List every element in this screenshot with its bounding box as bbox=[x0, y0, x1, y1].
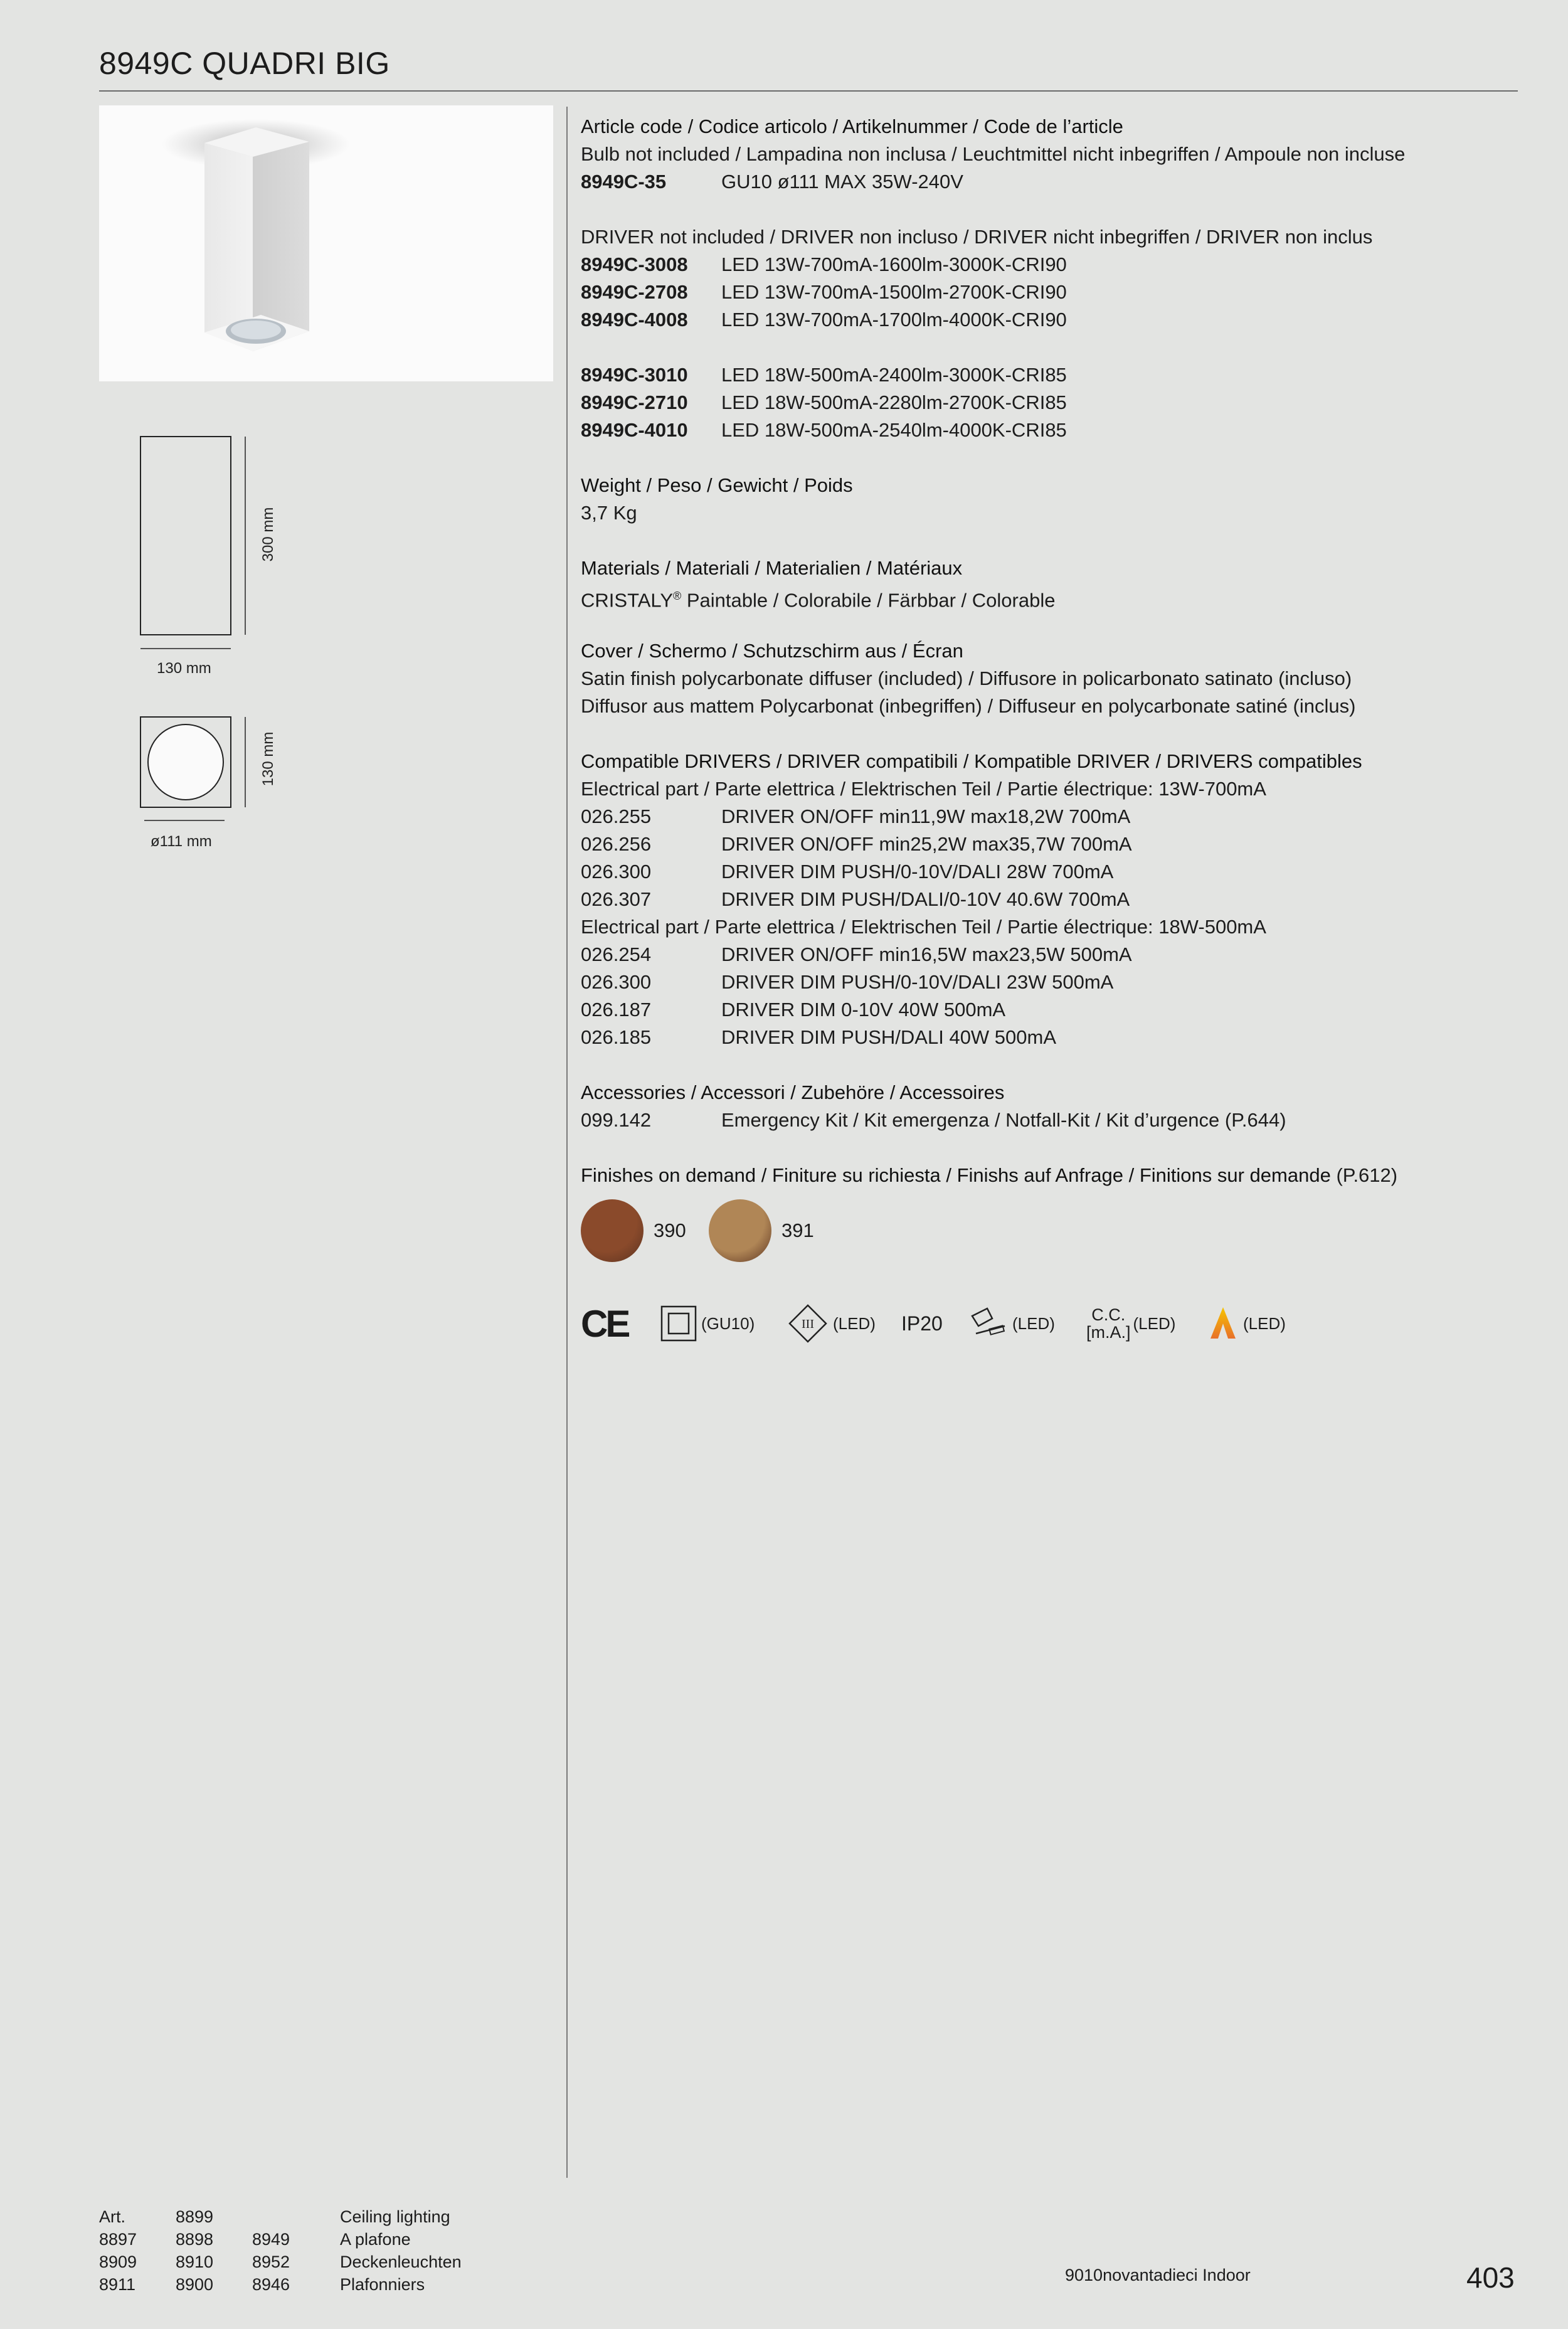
led-energy-icon bbox=[1208, 1302, 1286, 1345]
led13-list bbox=[581, 251, 1509, 334]
code-row bbox=[581, 941, 1509, 968]
diameter-dimension: ø111 mm bbox=[151, 833, 212, 850]
column-divider bbox=[566, 107, 568, 2178]
ce-mark-icon: CE bbox=[581, 1302, 628, 1345]
item-desc: LED 18W-500mA-2400lm-3000K-CRI85 bbox=[721, 364, 1067, 386]
finishes-ref: (P.612) bbox=[1330, 1164, 1398, 1186]
dimension-drawing bbox=[99, 427, 287, 853]
accessory-desc: Emergency Kit / Kit emergenza / Notfall-Kit / Kit d’urgence (P.644) bbox=[721, 1109, 1286, 1131]
finish-swatch-391 bbox=[709, 1199, 771, 1262]
driver-note: DRIVER not included / DRIVER non incluso / DRIVER nicht inbegriffen / DRIVER non inclus bbox=[581, 226, 1373, 248]
page-title: 8949C QUADRI BIG bbox=[99, 46, 390, 81]
item-desc: DRIVER DIM PUSH/DALI/0-10V 40.6W 700mA bbox=[721, 888, 1130, 910]
materials-value bbox=[581, 582, 1509, 610]
gu10-label: (GU10) bbox=[701, 1313, 755, 1333]
drivers-heading: Compatible DRIVERS / DRIVER compatibili / Kompatible DRIVER / DRIVERS compatibles bbox=[581, 750, 1362, 772]
item-desc: DRIVER DIM PUSH/0-10V/DALI 28W 700mA bbox=[721, 861, 1114, 883]
product-photo bbox=[99, 105, 553, 381]
constant-current-icon bbox=[1086, 1302, 1175, 1345]
spec-block bbox=[581, 113, 1509, 1189]
footer-cell: 8897 bbox=[99, 2230, 137, 2249]
footer-cell: Deckenleuchten bbox=[340, 2252, 462, 2271]
footer-cell: A plafone bbox=[340, 2230, 411, 2249]
code-row bbox=[581, 858, 1509, 886]
materials-brand: CRISTALY bbox=[581, 589, 673, 612]
footer-cell: 8910 bbox=[176, 2252, 214, 2271]
finish-label-391: 391 bbox=[781, 1219, 814, 1241]
cc-top: C.C. bbox=[1091, 1305, 1126, 1324]
item-desc: LED 13W-700mA-1700lm-4000K-CRI90 bbox=[721, 309, 1067, 331]
item-desc: DRIVER DIM PUSH/DALI 40W 500mA bbox=[721, 1026, 1057, 1048]
item-code: 026.307 bbox=[581, 888, 652, 910]
footer-cell: Ceiling lighting bbox=[340, 2207, 450, 2226]
article-heading: Article code / Codice articolo / Artikelnummer / Code de l’article bbox=[581, 115, 1123, 137]
cover-line-2: Diffusor aus mattem Polycarbonat (inbegriffen) / Diffuseur en polycarbonate satiné (inclus) bbox=[581, 695, 1356, 717]
item-desc: LED 18W-500mA-2280lm-2700K-CRI85 bbox=[721, 391, 1067, 413]
led18-list bbox=[581, 361, 1509, 444]
width-dimension: 130 mm bbox=[157, 660, 211, 677]
code-row bbox=[581, 803, 1509, 830]
finishes-heading: Finishes on demand / Finiture su richiesta / Finishs auf Anfrage / Finitions sur demande bbox=[581, 1164, 1331, 1186]
drivers-group-2 bbox=[581, 941, 1509, 1051]
footer-cell: 8909 bbox=[99, 2252, 137, 2271]
class2-icon bbox=[660, 1302, 755, 1345]
item-code: 8949C-4008 bbox=[581, 309, 688, 331]
item-code: 026.187 bbox=[581, 999, 652, 1021]
footer-cell: 8911 bbox=[99, 2275, 136, 2294]
ip-rating: IP20 bbox=[901, 1312, 943, 1335]
cover-heading: Cover / Schermo / Schutzschirm aus / Écran bbox=[581, 640, 963, 662]
weight-value: 3,7 Kg bbox=[581, 502, 637, 524]
item-code: 8949C-2710 bbox=[581, 391, 688, 413]
cc-label: (LED) bbox=[1133, 1313, 1176, 1333]
footer-cell: Art. bbox=[99, 2207, 126, 2226]
drivers-part-1: Electrical part / Parte elettrica / Elektrischen Teil / Partie électrique: 13W-700mA bbox=[581, 778, 1266, 800]
code-row bbox=[581, 1024, 1509, 1051]
certification-row bbox=[581, 1302, 1396, 1345]
item-desc: LED 13W-700mA-1500lm-2700K-CRI90 bbox=[721, 281, 1067, 303]
accessory-row bbox=[581, 1106, 1509, 1134]
accessory-code: 099.142 bbox=[581, 1109, 652, 1131]
code-row bbox=[581, 279, 1509, 306]
class3-icon bbox=[788, 1302, 876, 1345]
footer-cell: 8946 bbox=[252, 2275, 290, 2294]
code-row bbox=[581, 251, 1509, 279]
finish-swatch-390 bbox=[581, 1199, 644, 1262]
svg-text:III: III bbox=[802, 1317, 814, 1331]
accessories-heading: Accessories / Accessori / Zubehöre / Accessoires bbox=[581, 1081, 1005, 1103]
item-code: 026.300 bbox=[581, 861, 652, 883]
dimmer-icon bbox=[968, 1302, 1055, 1345]
item-code: 026.300 bbox=[581, 971, 652, 993]
article-desc: GU10 ø111 MAX 35W-240V bbox=[721, 171, 963, 193]
bulb-row bbox=[581, 168, 1509, 196]
weight-heading: Weight / Peso / Gewicht / Poids bbox=[581, 474, 853, 496]
height-dimension: 300 mm bbox=[260, 507, 277, 562]
code-row bbox=[581, 361, 1509, 389]
item-desc: DRIVER DIM 0-10V 40W 500mA bbox=[721, 999, 1006, 1021]
class3-label: (LED) bbox=[833, 1313, 876, 1333]
footer-cell: 8952 bbox=[252, 2252, 290, 2271]
materials-heading: Materials / Materiali / Materialien / Matériaux bbox=[581, 557, 963, 579]
item-desc: DRIVER ON/OFF min25,2W max35,7W 700mA bbox=[721, 833, 1132, 855]
item-code: 026.256 bbox=[581, 833, 652, 855]
item-code: 8949C-3010 bbox=[581, 364, 688, 386]
code-row bbox=[581, 389, 1509, 416]
code-row bbox=[581, 830, 1509, 858]
title-rule bbox=[99, 90, 1518, 92]
item-desc: DRIVER ON/OFF min11,9W max18,2W 700mA bbox=[721, 805, 1131, 827]
brand-label: 9010novantadieci Indoor bbox=[1065, 2266, 1251, 2284]
finish-label-390: 390 bbox=[654, 1219, 686, 1241]
code-row bbox=[581, 416, 1509, 444]
finishes-row bbox=[581, 1162, 1509, 1189]
item-desc: LED 18W-500mA-2540lm-4000K-CRI85 bbox=[721, 419, 1067, 441]
dimmer-label: (LED) bbox=[1012, 1313, 1055, 1333]
page-number: 403 bbox=[1466, 2261, 1515, 2294]
footer-cell: 8949 bbox=[252, 2230, 290, 2249]
article-code: 8949C-35 bbox=[581, 171, 667, 193]
item-code: 026.185 bbox=[581, 1026, 652, 1048]
led-label: (LED) bbox=[1243, 1313, 1286, 1333]
footer-cell: 8899 bbox=[176, 2207, 214, 2226]
registered-mark: ® bbox=[673, 590, 682, 602]
cc-bottom: [m.A.] bbox=[1086, 1323, 1131, 1342]
item-code: 026.254 bbox=[581, 943, 652, 965]
item-code: 026.255 bbox=[581, 805, 652, 827]
code-row bbox=[581, 306, 1509, 334]
drivers-group-1 bbox=[581, 803, 1509, 913]
footer-cell: Plafonniers bbox=[340, 2275, 425, 2294]
materials-text: Paintable / Colorabile / Färbbar / Colorable bbox=[681, 589, 1056, 612]
depth-dimension: 130 mm bbox=[260, 731, 277, 787]
item-code: 8949C-4010 bbox=[581, 419, 688, 441]
item-desc: DRIVER ON/OFF min16,5W max23,5W 500mA bbox=[721, 943, 1132, 965]
code-row bbox=[581, 886, 1509, 913]
item-code: 8949C-2708 bbox=[581, 281, 688, 303]
item-code: 8949C-3008 bbox=[581, 253, 688, 275]
drivers-part-2: Electrical part / Parte elettrica / Elektrischen Teil / Partie électrique: 18W-500mA bbox=[581, 916, 1266, 938]
item-desc: LED 13W-700mA-1600lm-3000K-CRI90 bbox=[721, 253, 1067, 275]
footer-cell: 8898 bbox=[176, 2230, 214, 2249]
code-row bbox=[581, 968, 1509, 996]
bulb-note: Bulb not included / Lampadina non inclusa / Leuchtmittel nicht inbegriffen / Ampoule non incluse bbox=[581, 143, 1406, 165]
footer-cell: 8900 bbox=[176, 2275, 214, 2294]
item-desc: DRIVER DIM PUSH/0-10V/DALI 23W 500mA bbox=[721, 971, 1114, 993]
cover-line-1: Satin finish polycarbonate diffuser (included) / Diffusore in policarbonato satinato (incluso) bbox=[581, 667, 1352, 689]
code-row bbox=[581, 996, 1509, 1024]
